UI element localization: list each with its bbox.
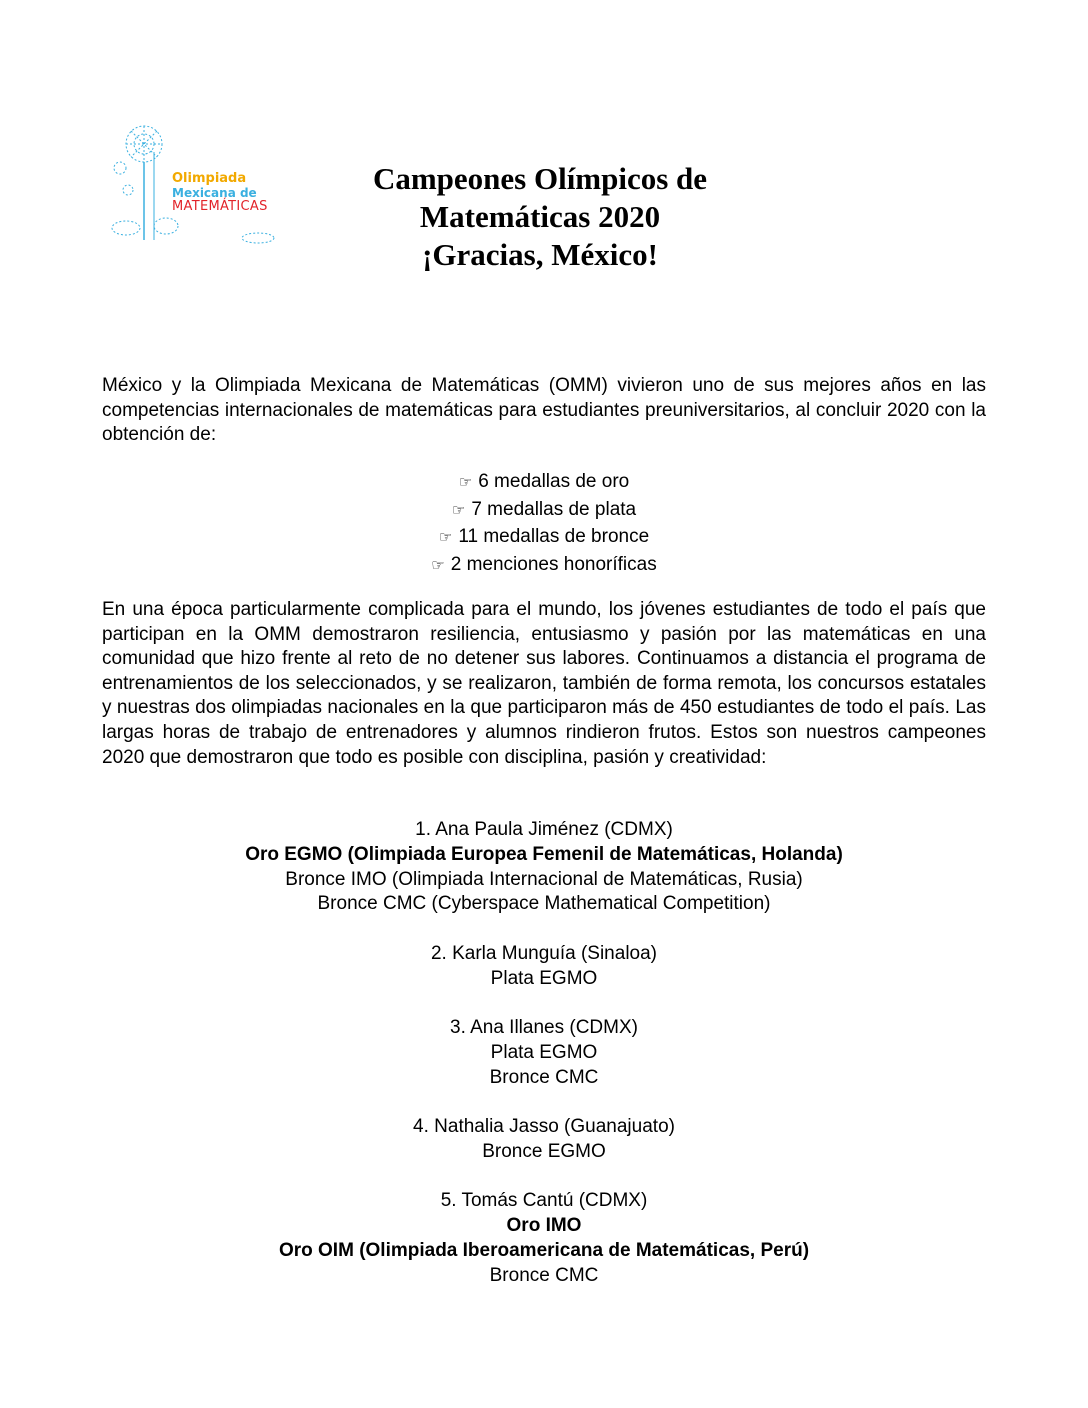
- omm-logo: [108, 122, 284, 246]
- pointing-hand-icon: ☞: [451, 501, 466, 519]
- medal-item: [0, 469, 1088, 497]
- medal-item: [0, 552, 1088, 580]
- winner-award: Bronce IMO (Olimpiada Internacional de Matemáticas, Rusia): [285, 868, 803, 890]
- logo-line-3: MATEMÁTICAS: [172, 199, 268, 214]
- document-title: [290, 160, 790, 274]
- winner-award: Oro IMO: [506, 1214, 582, 1236]
- winner-award: Oro OIM (Olimpiada Iberoamericana de Matemáticas, Perú): [278, 1239, 810, 1261]
- winner-award: Plata EGMO: [490, 967, 598, 989]
- winner-award: Oro EGMO (Olimpiada Europea Femenil de Matemáticas, Holanda): [245, 843, 843, 865]
- medal-item: [0, 524, 1088, 552]
- winner-award: Bronce EGMO: [482, 1140, 606, 1162]
- medal-list: [0, 469, 1088, 579]
- logo-line-2: Mexicana de: [172, 186, 257, 200]
- medal-text: 2 menciones honoríficas: [450, 553, 657, 575]
- winner-entry: [0, 1189, 1088, 1288]
- winner-entry: [0, 942, 1088, 992]
- winner-name: 4. Nathalia Jasso (Guanajuato): [413, 1115, 675, 1137]
- winner-award: Bronce CMC (Cyberspace Mathematical Competition): [317, 893, 771, 915]
- body-paragraph: En una época particularmente complicada para el mundo, los jóvenes estudiantes de todo el país que participan en la OMM demostraron resiliencia, entusiasmo y pasión por las matemáticas en una comunidad que hizo frente al reto de no detener sus labores. Continuamos a distancia el programa de entrenamientos de los seleccionados, y se realizaron, también de forma remota, los concursos estatales y nuestras dos olimpiadas nacionales en la que participaron más de 450 estudiantes de todo el país. Las largas horas de trabajo de entrenadores y alumnos rindieron frutos. Estos son nuestros campeones 2020 que demostraron que todo es posible con disciplina, pasión y creatividad:: [102, 599, 986, 768]
- pointing-hand-icon: ☞: [458, 474, 473, 491]
- winner-name: 5. Tomás Cantú (CDMX): [440, 1190, 648, 1212]
- winner-entry: [0, 1115, 1088, 1165]
- winner-name: 3. Ana Illanes (CDMX): [450, 1016, 638, 1038]
- winner-award: Plata EGMO: [490, 1041, 598, 1063]
- winner-entry: [0, 818, 1088, 917]
- medal-item: [0, 497, 1088, 525]
- logo-wordmark: [172, 172, 268, 214]
- medal-text: 11 medallas de bronce: [458, 526, 650, 547]
- winner-award: Bronce CMC: [489, 1066, 599, 1088]
- pointing-hand-icon: ☞: [438, 529, 453, 546]
- title-line-1: Campeones Olímpicos de Matemáticas 2020: [372, 161, 708, 234]
- intro-paragraph: México y la Olimpiada Mexicana de Matemáticas (OMM) vivieron uno de sus mejores años en las competencias internacionales de matemáticas para estudiantes preuniversitarios, al concluir 2020 con la obtención de:: [102, 375, 986, 446]
- winner-name: 2. Karla Munguía (Sinaloa): [430, 942, 657, 964]
- logo-line-1: Olimpiada: [172, 171, 247, 186]
- title-line-2: ¡Gracias, México!: [422, 237, 658, 272]
- winner-entry: [0, 1016, 1088, 1090]
- winner-name: 1. Ana Paula Jiménez (CDMX): [415, 819, 673, 840]
- winners-list: [0, 818, 1088, 1313]
- medal-text: 6 medallas de oro: [478, 471, 630, 492]
- pointing-hand-icon: ☞: [431, 556, 445, 574]
- winner-award: Bronce CMC: [489, 1264, 599, 1286]
- medal-text: 7 medallas de plata: [471, 498, 637, 520]
